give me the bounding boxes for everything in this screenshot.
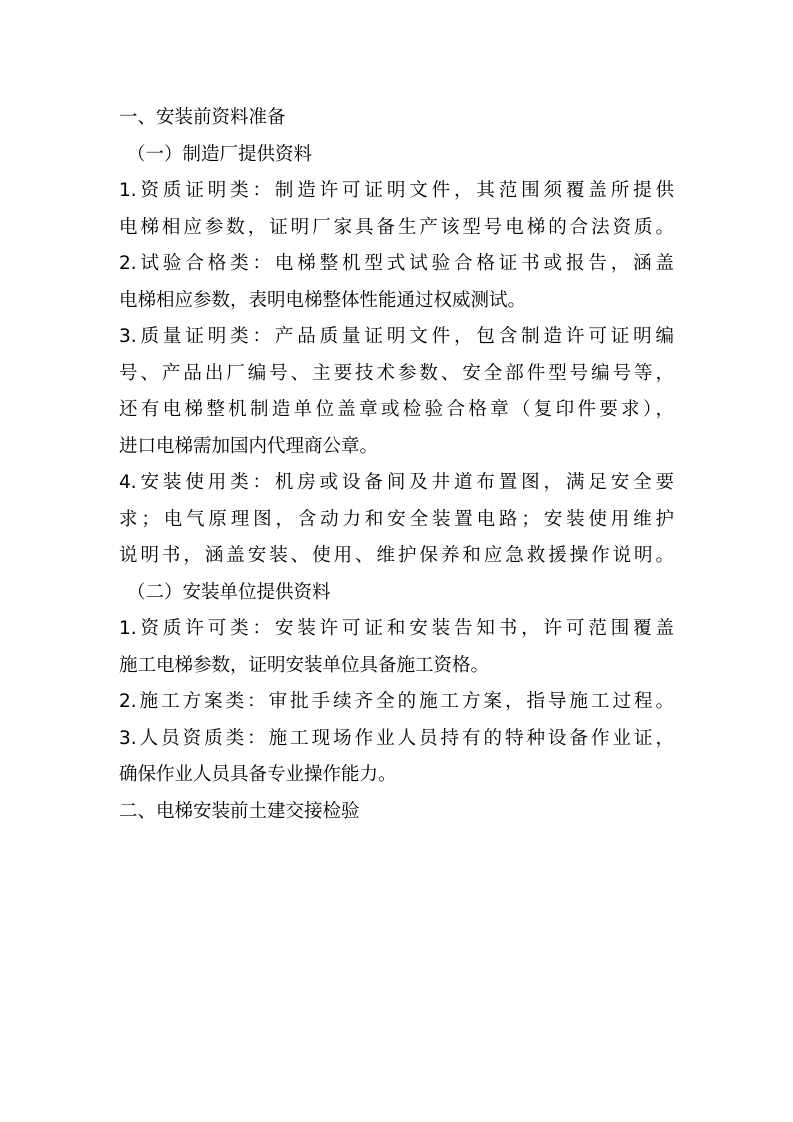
- paragraph-line: 3.人员资质类：施工现场作业人员持有的特种设备作业证，: [119, 727, 674, 749]
- paragraph-line: 1.资质许可类：安装许可证和安装告知书，许可范围覆盖: [119, 618, 674, 639]
- paragraph-line: 确保作业人员具备专业操作能力。: [119, 764, 397, 785]
- paragraph-line: 3.质量证明类：产品质量证明文件，包含制造许可证明编: [119, 326, 674, 347]
- paragraph-line: 电梯相应参数，证明厂家具备生产该型号电梯的合法资质。: [119, 216, 674, 238]
- paragraph-line: 进口电梯需加国内代理商公章。: [119, 435, 379, 457]
- paragraph-line: 号、产品出厂编号、主要技术参数、安全部件型号编号等，: [119, 362, 674, 384]
- paragraph-line: 还有电梯整机制造单位盖章或检验合格章（复印件要求），: [119, 399, 674, 420]
- paragraph-line: 施工电梯参数，证明安装单位具备施工资格。: [119, 654, 490, 676]
- document-body: [119, 100, 674, 830]
- paragraph-line: 2.试验合格类：电梯整机型式试验合格证书或报告，涵盖: [119, 253, 674, 274]
- paragraph-line: 4.安装使用类：机房或设备间及井道布置图，满足安全要: [119, 472, 674, 493]
- section-heading-2: 二、电梯安装前土建交接检验: [119, 800, 360, 822]
- paragraph-line: 说明书，涵盖安装、使用、维护保养和应急救援操作说明。: [119, 545, 674, 566]
- section-heading-1: 一、安装前资料准备: [119, 107, 286, 128]
- paragraph-line: 求；电气原理图，含动力和安全装置电路；安装使用维护: [119, 508, 674, 530]
- subsection-heading-2: （二）安装单位提供资料: [127, 581, 331, 603]
- paragraph-line: 电梯相应参数，表明电梯整体性能通过权威测试。: [119, 289, 527, 311]
- paragraph-line: 2.施工方案类：审批手续齐全的施工方案，指导施工过程。: [119, 691, 674, 712]
- subsection-heading-1: （一）制造厂提供资料: [127, 143, 313, 165]
- paragraph-line: 1.资质证明类：制造许可证明文件，其范围须覆盖所提供: [119, 180, 674, 201]
